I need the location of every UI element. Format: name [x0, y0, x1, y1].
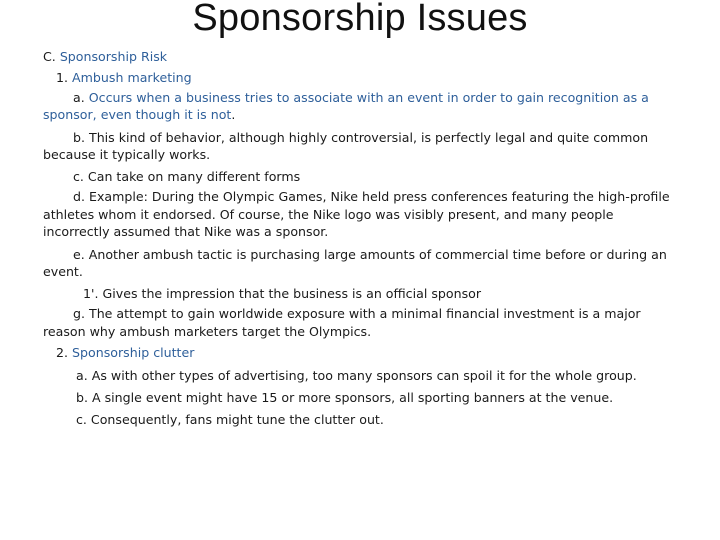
item-2b: b. A single event might have 15 or more sponsors, all sporting banners at the venue.	[76, 389, 614, 405]
item-2a: a. As with other types of advertising, too many sponsors can spoil it for the whole group.	[76, 367, 637, 383]
item-1a-marker: a.	[73, 89, 85, 105]
item-1e-1: 1'. Gives the impression that the business is an official sponsor	[83, 285, 482, 301]
item-1d: d. Example: During the Olympic Games, Nike held press conferences featuring the high-profile athletes whom it endorsed. Of course, the Nike logo was visibly present, and many people incorrectly assumed that Nike was a sponsor.	[43, 189, 670, 240]
item-1a-text: Occurs when a business tries to associate with an event in order to gain recognition as a sponsor, even though it is not	[43, 89, 649, 123]
item-1c: c. Can take on many different forms	[73, 168, 301, 184]
item-1a	[43, 89, 679, 124]
item-2	[43, 342, 679, 363]
item-2-label: Sponsorship clutter	[72, 345, 195, 361]
section-c-marker: C.	[43, 49, 56, 64]
item-1g: g. The attempt to gain worldwide exposure with a minimal financial investment is a major reason why ambush marketers target the Olympics.	[43, 306, 641, 339]
item-1-label: Ambush marketing	[72, 70, 192, 86]
item-1	[43, 67, 679, 88]
item-1b: b. This kind of behavior, although highly controversial, is perfectly legal and quite common because it typically works.	[43, 129, 649, 163]
item-1e: e. Another ambush tactic is purchasing large amounts of commercial time before or during an event.	[43, 246, 667, 280]
item-1-marker: 1.	[56, 70, 69, 86]
section-c	[43, 46, 679, 67]
outline-body	[43, 46, 679, 431]
item-2c: c. Consequently, fans might tune the clutter out.	[76, 412, 384, 428]
item-2-marker: 2.	[56, 345, 69, 361]
page-title: Sponsorship Issues	[192, 0, 528, 39]
item-1a-end: .	[231, 107, 236, 123]
section-c-label: Sponsorship Risk	[59, 49, 168, 64]
